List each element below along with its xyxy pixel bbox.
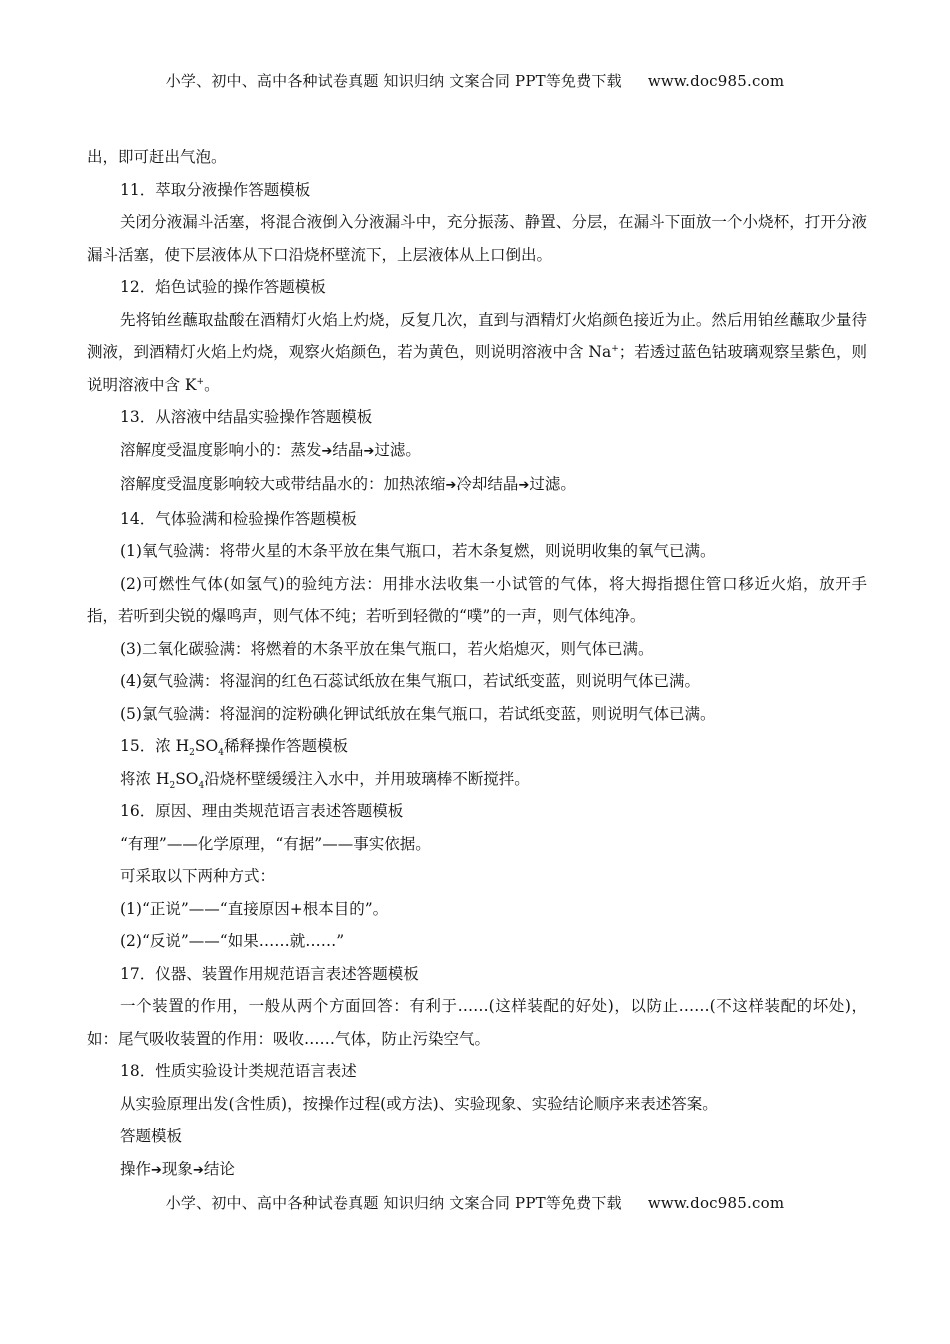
arrow-right-icon: ➔ <box>192 1162 204 1178</box>
section-heading-11: 11．萃取分液操作答题模板 <box>120 180 311 199</box>
paragraph-18: 从实验原理出发(含性质)，按操作过程(或方法)、实验现象、实验结论顺序来表述答案。 <box>120 1094 718 1113</box>
paragraph-11: 关闭分液漏斗活塞，将混合液倒入分液漏斗中，充分振荡、静置、分层，在漏斗下面放一个小烧杯，打开分液漏斗活塞，使下层液体从下口沿烧杯壁流下，上层液体从上口倒出。 <box>87 213 867 264</box>
paragraph-16-2: 可采取以下两种方式： <box>120 867 276 885</box>
paragraph-16-3: (1)“正说”——“直接原因+根本目的”。 <box>120 899 389 918</box>
paragraph-15: 将浓 $H_2SO_4$沿烧杯壁缓缓注入水中，并用玻璃棒不断搅拌。 <box>120 769 530 791</box>
paragraph-13a: 溶解度受温度影响小的：蒸发➔结晶➔过滤。 <box>120 440 421 459</box>
page-footer <box>0 1192 950 1213</box>
header-text: 小学、初中、高中各种试卷真题 知识归纳 文案合同 PPT等免费下载 <box>165 72 622 90</box>
paragraph-12: 先将铂丝蘸取盐酸在酒精灯火焰上灼烧，反复几次，直到与酒精灯火焰颜色接近为止。然后用铂丝蘸取少量待测液，到酒精灯火焰上灼烧，观察火焰颜色，若为黄色，则说明溶液中含 Na+；若透过蓝色钴玻璃观察呈紫色，则说明溶液中含 K+。 <box>87 310 867 394</box>
footer-text: 小学、初中、高中各种试卷真题 知识归纳 文案合同 PPT等免费下载 <box>165 1194 622 1212</box>
arrow-right-icon: ➔ <box>151 1162 162 1178</box>
paragraph-14-1: (1)氧气验满：将带火星的木条平放在集气瓶口，若木条复燃，则说明收集的氧气已满。 <box>120 542 716 560</box>
paragraph-13b: 溶解度受温度影响较大或带结晶水的：加热浓缩➔冷却结晶➔过滤。 <box>120 475 576 493</box>
paragraph-18-flow: 操作➔现象➔结论 <box>120 1159 235 1178</box>
section-heading-16: 16．原因、理由类规范语言表述答题模板 <box>120 802 404 820</box>
section-heading-13: 13．从溶液中结晶实验操作答题模板 <box>120 408 373 426</box>
paragraph-14-2: (2)可燃性气体(如氢气)的验纯方法：用排水法收集一小试管的气体，将大拇指摁住管口移近火焰，放开手指，若听到尖锐的爆鸣声，则气体不纯；若听到轻微的“噗”的一声，则气体纯净。 <box>87 574 867 625</box>
arrow-right-icon: ➔ <box>445 478 457 493</box>
section-heading-17: 17．仪器、装置作用规范语言表述答题模板 <box>120 964 419 983</box>
footer-url[interactable]: www.doc985.com <box>647 1194 785 1212</box>
document-body <box>87 141 867 1187</box>
paragraph-continuation: 出，即可赶出气泡。 <box>87 148 227 166</box>
section-heading-14: 14．气体验满和检验操作答题模板 <box>120 509 357 528</box>
paragraph-16-1: “有理”——化学原理，“有据”——事实依据。 <box>120 834 431 853</box>
paragraph-17: 一个装置的作用，一般从两个方面回答：有利于……(这样装配的好处)，以防止……(不这样装配的坏处)，如：尾气吸收装置的作用：吸收……气体，防止污染空气。 <box>87 997 867 1048</box>
section-heading-12: 12．焰色试验的操作答题模板 <box>120 278 326 296</box>
page-header <box>0 70 950 91</box>
section-heading-15: 15．浓 $H_2SO_4$稀释操作答题模板 <box>120 737 348 759</box>
paragraph-14-4: (4)氨气验满：将湿润的红色石蕊试纸放在集气瓶口，若试纸变蓝，则说明气体已满。 <box>120 672 700 690</box>
paragraph-18-template-title: 答题模板 <box>120 1127 183 1145</box>
section-heading-18: 18．性质实验设计类规范语言表述 <box>120 1062 357 1080</box>
arrow-right-icon: ➔ <box>518 478 530 493</box>
header-url[interactable]: www.doc985.com <box>647 72 785 90</box>
paragraph-14-3: (3)二氧化碳验满：将燃着的木条平放在集气瓶口，若火焰熄灭，则气体已满。 <box>120 639 654 658</box>
paragraph-16-4: (2)“反说”——“如果……就……” <box>120 932 345 950</box>
arrow-right-icon: ➔ <box>363 443 375 459</box>
paragraph-14-5: (5)氯气验满：将湿润的淀粉碘化钾试纸放在集气瓶口，若试纸变蓝，则说明气体已满。 <box>120 704 716 723</box>
arrow-right-icon: ➔ <box>321 443 333 459</box>
